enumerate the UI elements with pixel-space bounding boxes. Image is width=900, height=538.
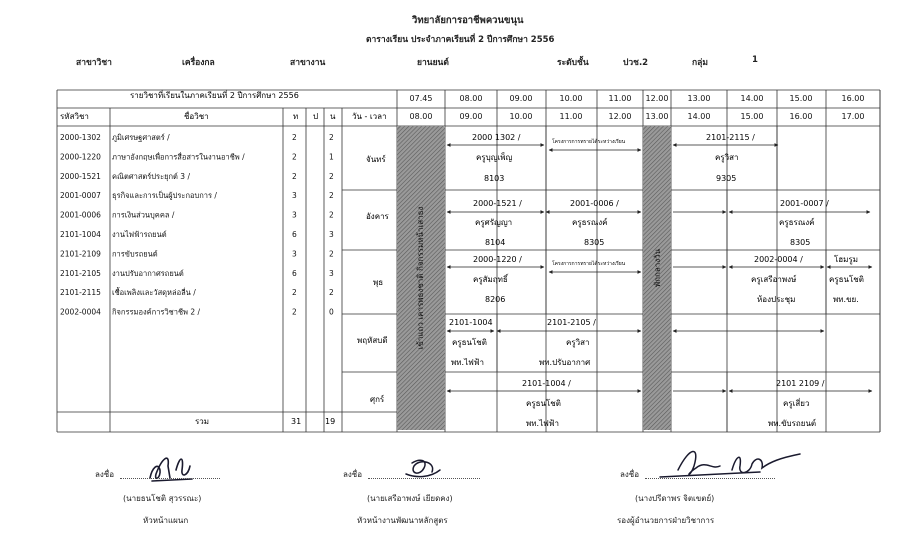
- fri-c2-teacher: ครูเสี่ยว: [783, 399, 810, 408]
- mon-c1-code: 2000 1302 /: [472, 133, 521, 142]
- sig1-label: ลงชื่อ: [95, 470, 115, 479]
- wed-c2-code: 2002-0004 /: [754, 255, 803, 264]
- subject-n: 3: [329, 268, 334, 278]
- mon-c1-teacher: ครูบุญเพ็ญ: [476, 153, 513, 162]
- fri-c1-code: 2101-1004 /: [522, 379, 571, 388]
- tue-c1-room: 8104: [485, 238, 506, 247]
- time-end: 10.00: [509, 112, 533, 121]
- tue-c3-code: 2001-0007 /: [780, 199, 829, 208]
- time-start: 16.00: [841, 94, 865, 103]
- sig2-position: หัวหน้างานพัฒนาหลักสูตร: [357, 516, 448, 525]
- time-start: 07.45: [409, 94, 433, 103]
- level-value: ปวช.2: [623, 58, 649, 68]
- wed-c1-code: 2000-1220 /: [473, 255, 522, 264]
- subject-n: 3: [329, 230, 334, 239]
- group-label: กลุ่ม: [692, 58, 708, 68]
- subject-t: 2: [292, 288, 297, 298]
- subject-name: คณิตศาสตร์ประยุกต์ 3 /: [112, 171, 190, 181]
- thu-c2-code: 2101-2105 /: [547, 318, 596, 327]
- sig3-line: [645, 478, 775, 479]
- subject-name: กิจกรรมองค์การวิชาชีพ 2 /: [112, 307, 201, 317]
- time-start: 11.00: [608, 94, 632, 103]
- wed-c2-teacher: ครูเสรีอาพงษ์: [751, 275, 797, 284]
- subject-code: 2101-1004: [60, 230, 101, 239]
- college-title: วิทยาลัยการอาชีพควนขนุน: [412, 15, 524, 26]
- sig3-label: ลงชื่อ: [620, 470, 640, 479]
- sig2-line: [368, 478, 480, 479]
- subject-code: 2002-0004: [60, 307, 101, 317]
- subject-code: 2001-0006: [60, 210, 101, 220]
- subject-code: 2000-1220: [60, 152, 101, 162]
- time-start: 08.00: [459, 94, 483, 103]
- fri-c1-room: พท.ไฟฟ้า: [526, 419, 559, 428]
- field-label: สาขางาน: [290, 58, 326, 68]
- day-wednesday: พุธ: [373, 278, 384, 287]
- mon-c2-teacher: ครูวิสา: [715, 153, 739, 162]
- subject-t: 3: [292, 210, 297, 220]
- time-end: 11.00: [559, 112, 583, 121]
- time-start: 13.00: [687, 94, 711, 103]
- fri-c2-room: พท.ขับรถยนต์: [768, 419, 817, 428]
- time-end: 17.00: [841, 112, 865, 121]
- subject-name: เชื้อเพลิงและวัสดุหล่อลื่น /: [112, 288, 196, 298]
- col-t-header: ท: [293, 112, 299, 121]
- wed-c2-room: ห้องประชุม: [757, 295, 796, 304]
- subject-n: 1: [329, 152, 334, 162]
- day-time-header: วัน - เวลา: [352, 112, 387, 121]
- time-start: 12.00: [645, 94, 669, 103]
- time-start: 10.00: [559, 94, 583, 103]
- sig1-name: (นายธนโชติ สุวรรณะ): [123, 494, 202, 503]
- signature-2-drawing: [406, 460, 440, 476]
- subject-name: ธุรกิจและการเป็นผู้ประกอบการ /: [112, 191, 217, 201]
- mon-project: โครงการการทรายได้ระหว่างเรียน: [552, 139, 626, 145]
- col-n-header: น: [330, 112, 336, 121]
- total-t: 31: [291, 417, 302, 426]
- tue-c1-teacher: ครูศรัญญา: [475, 218, 513, 227]
- fri-c2-code: 2101 2109 /: [776, 379, 825, 388]
- level-label: ระดับชั้น: [557, 58, 589, 68]
- sig1-line: [120, 478, 220, 479]
- subject-t: 6: [292, 268, 297, 278]
- subject-n: 2: [329, 133, 334, 142]
- wed-c1-teacher: ครูสัมฤทธิ์: [473, 275, 508, 284]
- sig1-position: หัวหน้าแผนก: [143, 516, 189, 525]
- thu-c1-teacher: ครูธนโชติ: [452, 338, 487, 347]
- tue-c2-code: 2001-0006 /: [570, 199, 619, 208]
- group-value: 1: [752, 55, 758, 65]
- thu-c1-room: พท.ไฟฟ้า: [451, 358, 484, 367]
- total-label: รวม: [195, 417, 210, 426]
- wed-project: โครงการการทรายได้ระหว่างเรียน: [552, 261, 626, 267]
- subject-name: ภาษาอังกฤษเพื่อการสื่อสารในงานอาชีพ /: [112, 152, 245, 162]
- flag-ceremony-text: เข้าแถว เคารพธงชาติ กิจกรรมหน้าเสาธง: [416, 206, 425, 350]
- subject-n: 2: [329, 288, 334, 298]
- subject-n: 2: [329, 210, 334, 220]
- subject-t: 6: [292, 230, 297, 239]
- signature-3-drawing: [660, 451, 800, 477]
- day-friday: ศุกร์: [370, 395, 385, 404]
- time-end: 09.00: [459, 112, 483, 121]
- subject-name: การขับรถยนต์: [112, 249, 158, 259]
- subject-n: 2: [329, 249, 334, 259]
- time-start: 09.00: [509, 94, 533, 103]
- sig3-name: (นางปรีดาพร จิตเขตย์): [635, 494, 715, 503]
- col-name-header: ชื่อวิชา: [184, 112, 209, 121]
- thu-c1-code: 2101-1004: [449, 318, 493, 327]
- thu-c2-teacher: ครูวิสา: [566, 338, 590, 347]
- sig2-name: (นายเสรีอาพงษ์ เยียดคง): [367, 494, 453, 503]
- mon-c2-code: 2101-2115 /: [706, 133, 755, 142]
- subject-name: งานไฟฟ้ารถยนต์: [112, 230, 167, 239]
- time-end: 08.00: [409, 112, 433, 121]
- subject-n: 2: [329, 191, 334, 201]
- subject-t: 2: [292, 133, 297, 142]
- subject-n: 0: [329, 307, 334, 317]
- wed-c1-room: 8206: [485, 295, 506, 304]
- subject-t: 2: [292, 171, 297, 181]
- day-thursday: พฤหัสบดี: [357, 336, 388, 345]
- subject-name: งานปรับอากาศรถยนต์: [112, 268, 184, 278]
- subject-name: การเงินส่วนบุคคล /: [112, 210, 175, 220]
- wed-c3-room: พท.ขย.: [833, 295, 859, 304]
- schedule-subtitle: ตารางเรียน ประจำภาคเรียนที่ 2 ปีการศึกษา 2556: [366, 35, 555, 45]
- subject-n: 2: [329, 171, 334, 181]
- time-end: 13.00: [645, 112, 669, 121]
- major-value: เครื่องกล: [182, 58, 215, 68]
- tue-c3-teacher: ครูธรณงค์: [779, 218, 815, 227]
- time-end: 12.00: [608, 112, 632, 121]
- subject-name: ภูมิเศรษฐศาสตร์ /: [112, 133, 170, 142]
- time-start: 14.00: [740, 94, 764, 103]
- day-tuesday: อังคาร: [366, 212, 389, 221]
- tue-c2-room: 8305: [584, 238, 605, 247]
- tue-c3-room: 8305: [790, 238, 811, 247]
- subject-table-heading: รายวิชาที่เรียนในภาคเรียนที่ 2 ปีการศึกษา 2556: [130, 91, 299, 100]
- col-code-header: รหัสวิชา: [60, 112, 89, 121]
- lunch-break-text: พักกลางวัน: [653, 248, 662, 288]
- time-end: 15.00: [740, 112, 764, 121]
- col-p-header: ป: [313, 112, 319, 121]
- wed-c3-code: โฮมรูม: [834, 255, 859, 264]
- subject-code: 2001-0007: [60, 191, 101, 201]
- subject-code: 2101-2105: [60, 268, 101, 278]
- subject-t: 3: [292, 249, 297, 259]
- total-n: 19: [325, 417, 336, 426]
- sig3-position: รองผู้อำนวยการฝ่ายวิชาการ: [617, 516, 715, 525]
- time-end: 14.00: [687, 112, 711, 121]
- subject-code: 2101-2115: [60, 288, 101, 298]
- fri-c1-teacher: ครูธนโชติ: [526, 399, 561, 408]
- sig2-label: ลงชื่อ: [343, 470, 363, 479]
- field-value: ยานยนต์: [417, 58, 449, 68]
- tue-c1-code: 2000-1521 /: [473, 199, 522, 208]
- mon-c2-room: 9305: [716, 174, 737, 183]
- subject-code: 2000-1302: [60, 133, 101, 142]
- day-monday: จันทร์: [366, 155, 386, 164]
- wed-c3-teacher: ครูธนโชติ: [829, 275, 864, 284]
- thu-c2-room: พท.ปรับอากาศ: [539, 358, 591, 367]
- subject-t: 2: [292, 152, 297, 162]
- subject-t: 2: [292, 307, 297, 317]
- subject-code: 2101-2109: [60, 249, 101, 259]
- subject-code: 2000-1521: [60, 171, 101, 181]
- subject-t: 3: [292, 191, 297, 201]
- tue-c2-teacher: ครูธรณงค์: [572, 218, 608, 227]
- time-end: 16.00: [789, 112, 813, 121]
- major-label: สาขาวิชา: [76, 58, 112, 68]
- mon-c1-room: 8103: [484, 174, 505, 183]
- time-start: 15.00: [789, 94, 813, 103]
